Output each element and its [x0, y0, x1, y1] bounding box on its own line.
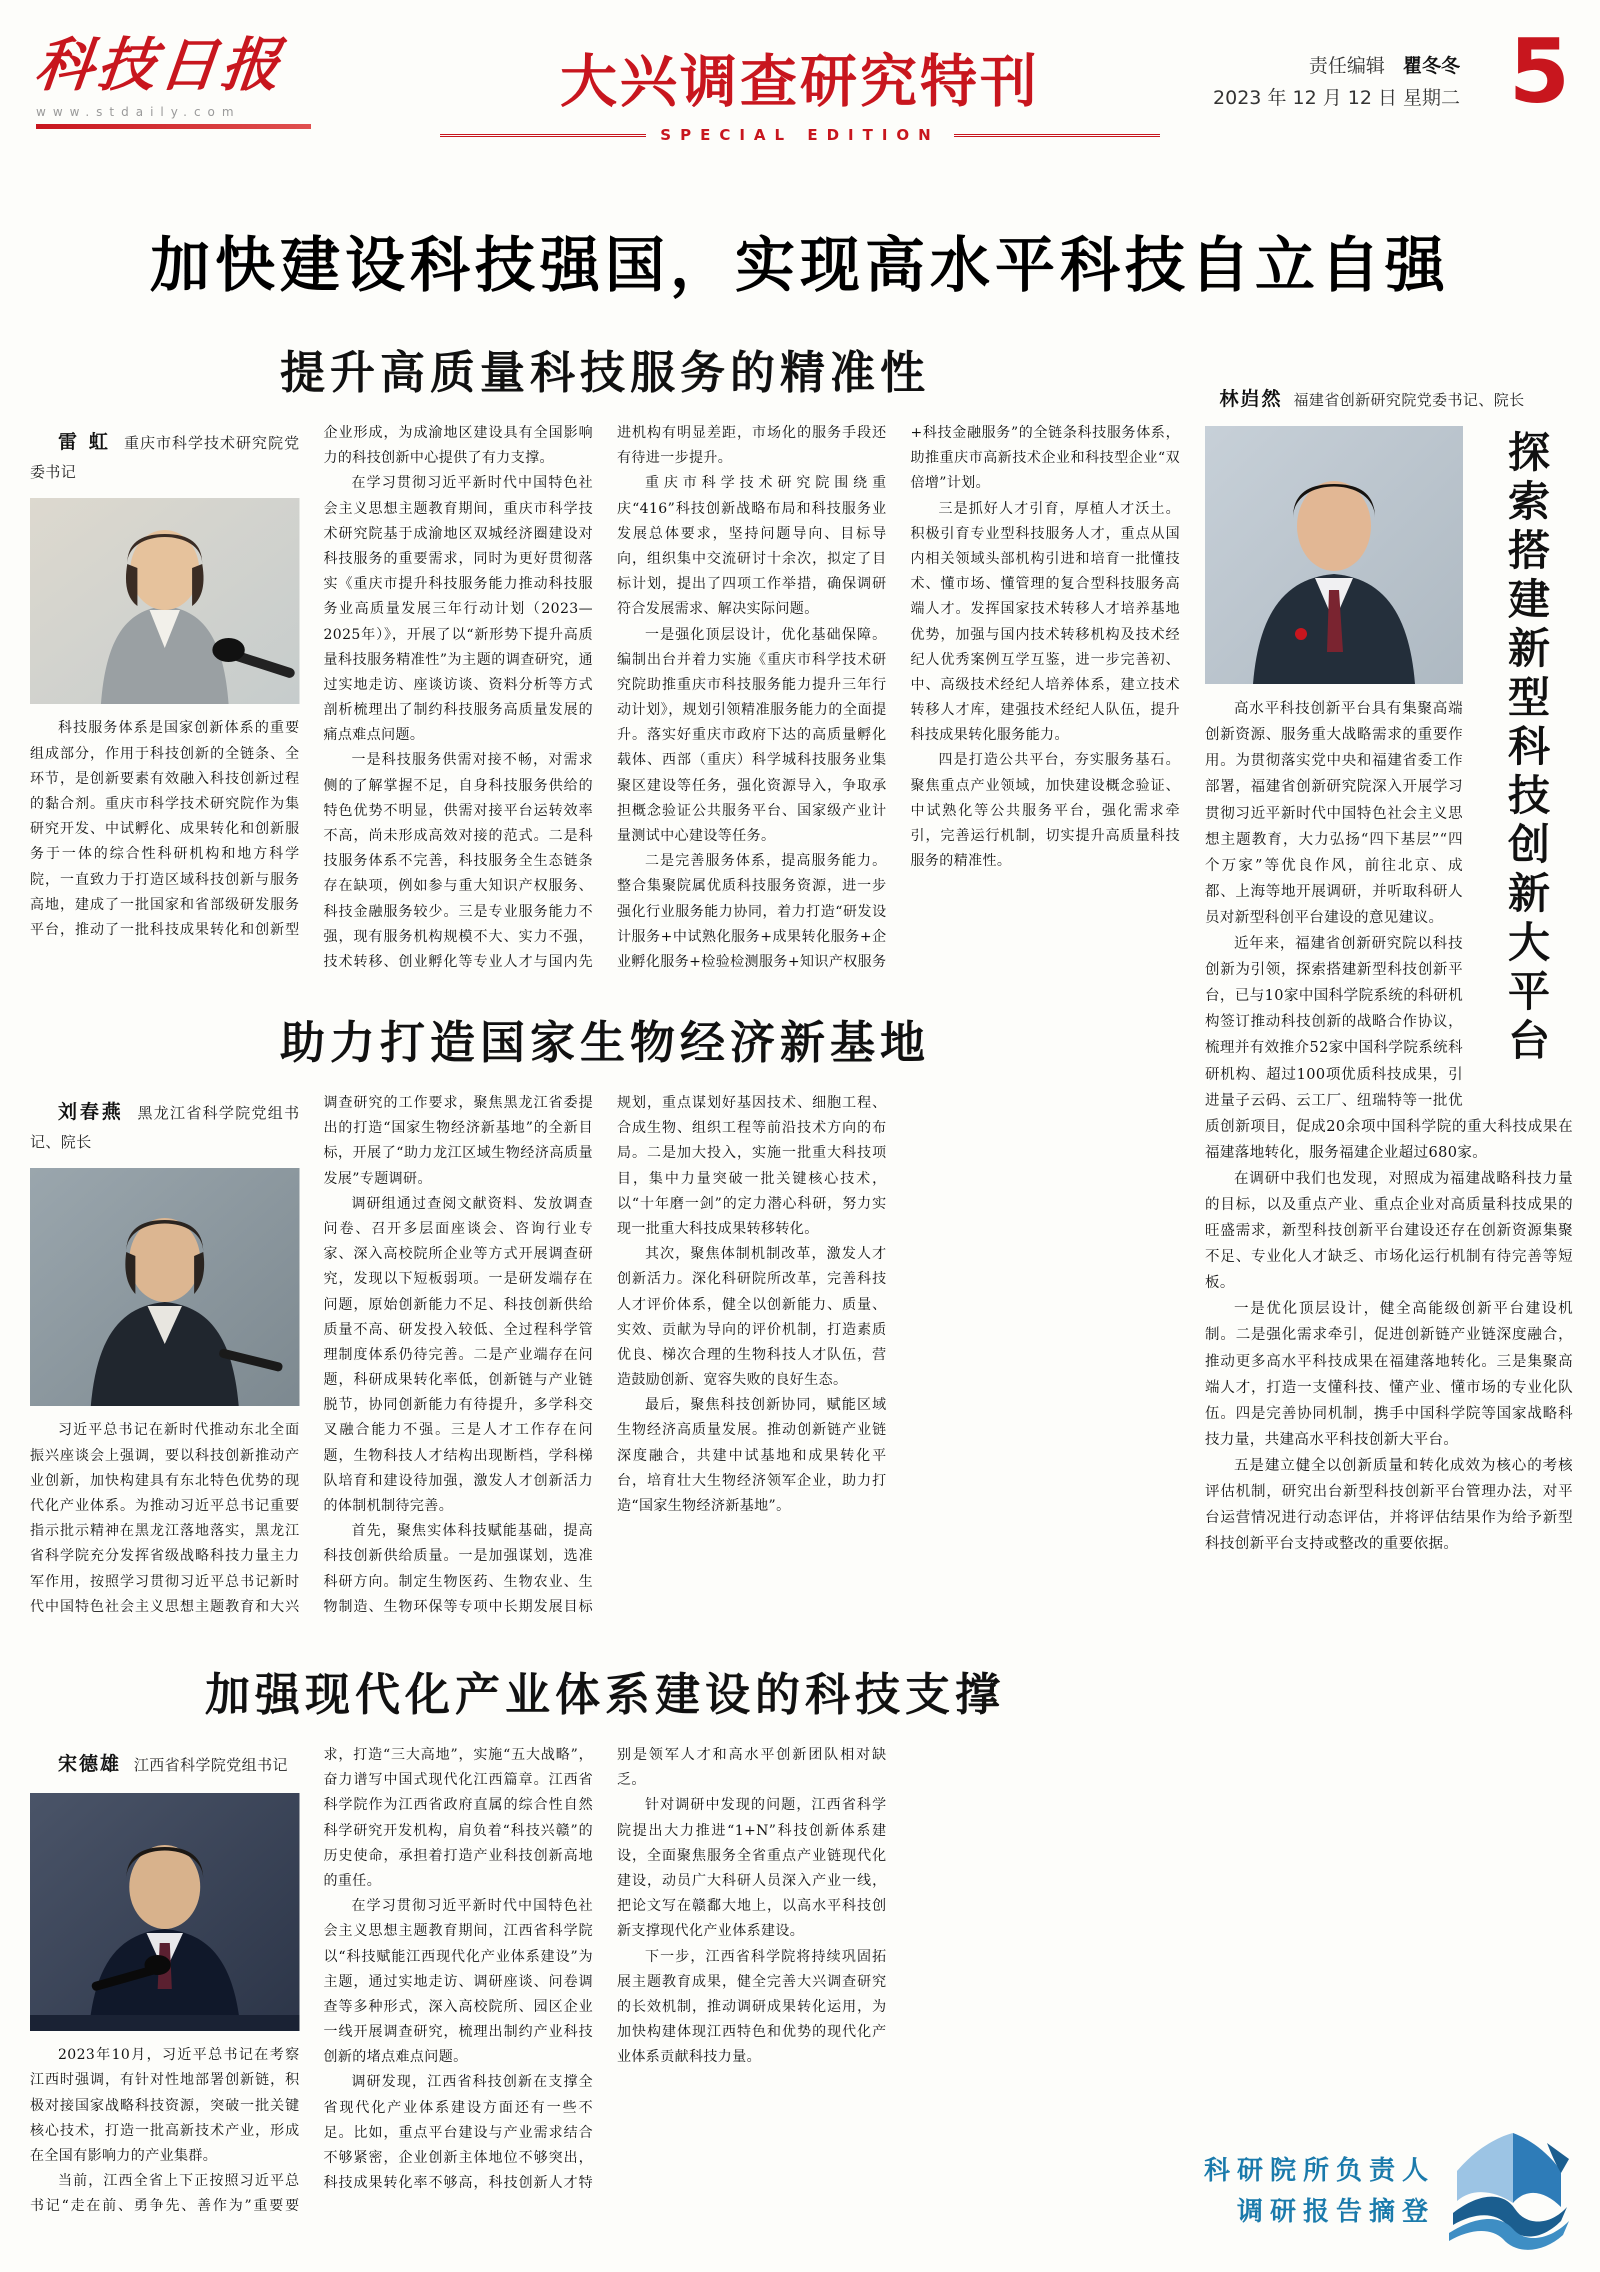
paragraph: 2023年10月，习近平总书记在考察江西时强调，有针对性地部署创新链，积极对接国家战略科技资源，突破一批关键核心技术，打造一批高新技术产业，形成在全国有影响力的产业集群。 [30, 2047, 300, 2164]
logo-red-bar [36, 124, 311, 129]
edition-banner [440, 36, 1160, 144]
article-platform-byline [1205, 382, 1573, 416]
subtitle-rule-left [440, 134, 646, 137]
footer-badge-line1: 科研院所负责人 [1203, 2156, 1435, 2187]
photo-liu-chunyan-image [30, 1168, 300, 1406]
editor-label: 责任编辑 [1308, 55, 1385, 77]
paragraph: 在调研中我们也发现，对照成为福建战略科技力量的目标，以及重点产业、重点企业对高质量科技成果的旺盛需求，新型科技创新平台建设还存在创新资源集聚不足、专业化人才缺乏、市场化运行机制有待完善等短板。 [1205, 1170, 1573, 1292]
paragraph: 下一步，江西省科学院将持续巩固拓展主题教育成果，健全完善大兴调查研究的长效机制，推动调研成果转化运用，为加快构建体现江西特色和优势的现代化产业体系贡献科技力量。 [617, 1948, 887, 2066]
paragraph: 二是完善服务体系，提高服务能力。整合集聚院属优质科技服务资源，进一步强化行业服务能力协同，着力打造“研发设计服务+中试熟化服务+成果转化服务+企业孵化服务+检验检测服务+知识产权服务+科技金融服务”的全链条科技服务体系，助推重庆市高新技术企业和科技型企业“双倍增”计划。 [617, 425, 1180, 970]
article-service [30, 336, 1180, 983]
issue-info [1213, 50, 1460, 115]
author-title: 黑龙江省科学院党组书记、院长 [30, 1104, 300, 1152]
article-platform [1205, 382, 1573, 2260]
paragraph: 习近平总书记在新时代推动东北全面振兴座谈会上强调，要以科技创新推动产业创新，加快构建具有东北特色优势的现代化产业体系。为推动习近平总书记重要指示批示精神在黑龙江落地落实，黑龙江省科学院充分发挥省级战略科技力量主力军作用，按照学习贯彻习近平总书记新时代中国特色社会主义思想主题教育和大兴调查研究的工作要求，聚焦黑龙江省委提出的打造“国家生物经济新基地”的全新目标，开展了“助力龙江区域生物经济高质量发展”专题调研。 [30, 1095, 593, 1615]
paragraph: 其次，聚焦体制机制改革，激发人才创新活力。深化科研院所改革，完善科技人才评价体系，健全以创新能力、质量、实效、贡献为导向的评价机制，打造素质优良、梯次合理的生物科技人才队伍，营造鼓励创新、宽容失败的良好生态。 [617, 1246, 887, 1389]
article-industry [30, 1658, 1180, 2243]
editor-line [1213, 50, 1460, 82]
newspaper-logo [31, 18, 346, 129]
photo-liu-chunyan [30, 1168, 300, 1406]
author-name: 刘春燕 [58, 1101, 124, 1123]
author-title: 福建省创新研究院党委书记、院长 [1293, 391, 1525, 409]
article-platform-title-vertical: 探索搭建新型科技创新大平台 [1502, 430, 1551, 1068]
masthead [30, 14, 1570, 144]
paragraph: 五是建立健全以创新质量和转化成效为核心的考核评估机制，研究出台新型科技创新平台管理办法，对平台运营情况进行动态评估，并将评估结果作为给予新型科技创新平台支持或整改的重要依据。 [1205, 1457, 1573, 1553]
author-name: 宋德雄 [58, 1753, 122, 1775]
logo-calligraphy: 科技日报 [31, 31, 288, 99]
article-service-title: 提升高质量科技服务的精准性 [279, 346, 930, 399]
paragraph: 针对调研中发现的问题，江西省科学院提出大力推进“1+N”科技创新体系建设，全面聚焦服务全省重点产业链现代化建设，动员广大科研人员深入产业一线，把论文写在赣鄱大地上，以高水平科技创新支撑现代化产业体系建设。 [617, 1797, 887, 1940]
footer-badge [1204, 2129, 1573, 2254]
article-industry-byline [30, 1747, 300, 1781]
paragraph: 当前，江西全省上下正按照习近平总书记“走在前、勇争先、善作为”重要要求，打造“三大高地”，实施“五大战略”，奋力谱写中国式现代化江西篇章。江西省科学院作为江西省政府直属的综合性自然科学研究开发机构，肩负着“科技兴赣”的历史使命，承担着打造产业科技创新高地的重任。 [30, 1747, 593, 2215]
author-title: 重庆市科学技术研究院党委书记 [30, 434, 300, 482]
paragraph: 一是强化顶层设计，优化基础保障。编制出台并着力实施《重庆市科学技术研究院助推重庆市科技服务能力提升三年行动计划》，规划引领精准服务能力的全面提升。落实好重庆市政府下达的高质量孵化载体、西部（重庆）科学城科技服务业集聚区建设等任务，强化资源导入，争取承担概念验证公共服务平台、国家级产业计量测试中心建设等任务。 [617, 626, 887, 844]
paragraph: 重庆市科学技术研究院围绕重庆“416”科技创新战略布局和科技服务业发展总体要求，坚持问题导向、目标导向，组织集中交流研讨十余次，拟定了目标计划，提出了四项工作举措，确保调研符合发展需求、解决实际问题。 [617, 475, 887, 618]
paragraph: 在学习贯彻习近平新时代中国特色社会主义思想主题教育期间，江西省科学院以“科技赋能江西现代化产业体系建设”为主题，通过实地走访、调研座谈、问卷调查等多种形式，深入高校院所、园区企业一线开展调查研究，梳理出制约产业科技创新的堵点难点问题。 [323, 1898, 593, 2066]
article-bio-byline [30, 1095, 300, 1156]
subtitle-rule-right [954, 134, 1160, 137]
edition-subtitle: SPECIAL EDITION [660, 126, 940, 144]
paragraph: 四是打造公共平台，夯实服务基石。聚焦重点产业领域，加快建设概念验证、中试熟化等公共服务平台，强化需求牵引，完善运行机制，切实提升高质量科技服务的精准性。 [910, 752, 1180, 870]
author-title: 江西省科学院党组书记 [133, 1756, 288, 1774]
date-line: 2023 年 12 月 12 日 星期二 [1213, 87, 1460, 110]
footer-badge-line2: 调研报告摘登 [1236, 2196, 1435, 2227]
editor-name: 瞿冬冬 [1402, 55, 1460, 77]
photo-lin-kuiran-image [1205, 426, 1463, 684]
paragraph: 首先，聚焦实体科技赋能基础，提高科技创新供给质量。一是加强谋划，选准科研方向。制定生物医药、生物农业、生物制造、生物环保等专项中长期发展目标规划，重点谋划好基因技术、细胞工程、合成生物、组织工程等前沿技术方向的布局。二是加大投入，实施一批重大科技项目，集中力量突破一批关键核心技术，以“十年磨一剑”的定力潜心科研，努力实现一批重大科技成果转移转化。 [323, 1095, 887, 1615]
article-service-byline [30, 425, 300, 486]
footer-badge-text [1204, 2151, 1435, 2232]
photo-lin-kuiran [1205, 426, 1463, 684]
article-platform-paragraphs-lower [1205, 1166, 1573, 1557]
author-name: 林岿然 [1219, 388, 1283, 410]
logo-url: www.stdaily.com [36, 105, 241, 119]
open-book-icon [1443, 2129, 1573, 2254]
paragraph: 三是抓好人才引育，厚植人才沃土。积极引育专业型科技服务人才，重点从国内相关领域头部机构引进和培育一批懂技术、懂市场、懂管理的复合型科技服务高端人才。发挥国家技术转移人才培养基地优势，加强与国内技术转移机构及技术经纪人优秀案例互学互鉴，进一步完善初、中、高级技术经纪人培养体系，建立技术转移人才库，建强技术经纪人队伍，提升科技成果转化服务能力。 [910, 500, 1180, 744]
page-number: 5 [1508, 20, 1570, 123]
photo-lei-hong [30, 498, 300, 704]
paragraph: 一是科技服务供需对接不畅，对需求侧的了解掌握不足，自身科技服务供给的特色优势不明显，供需对接平台运转效率不高，尚未形成高效对接的范式。二是科技服务体系不完善，科技服务全生态链条存在缺项，例如参与重大知识产权服务、科技金融服务较少。三是专业服务能力不强，现有服务机构规模不大、实力不强，技术转移、创业孵化等专业人才与国内先进机构有明显差距，市场化的服务手段还有待进一步提升。 [323, 425, 887, 970]
article-service-body [30, 421, 1180, 983]
paragraph: 科技服务体系是国家创新体系的重要组成部分，作用于科技创新的全链条、全环节，是创新要素有效融入科技创新过程的黏合剂。重庆市科学技术研究院作为集研究开发、中试孵化、成果转化和创新服务于一体的综合性科研机构和地方科学院，一直致力于打造区域科技创新与服务高地，建成了一批国家和省部级研发服务平台，推动了一批科技成果转化和创新型企业形成，为成渝地区建设具有全国影响力的科技创新中心提供了有力支撑。 [30, 425, 593, 938]
photo-song-dexiong [30, 1793, 300, 2031]
paragraph: 近年来，福建省创新研究院以科技创新为引领，探索搭建新型科技创新平台，已与10家中国科学院系统的科研机构签订推动科技创新的战略合作协议，梳理并有效推介52家中国科学院系统科研机构、超过100项优质科技成果，引进量子云码、云工厂、纽瑞特等一批优质创新项目，促成20余项中国科学院的重大科技成果在福建落地转化，服务福建企业超过680家。 [1205, 936, 1573, 1161]
paragraph: 最后，聚焦科技创新协同，赋能区域生物经济高质量发展。推动创新链产业链深度融合，共建中试基地和成果转化平台，培育壮大生物经济领军企业，助力打造“国家生物经济新基地”。 [617, 1397, 887, 1514]
author-name: 雷 虹 [58, 431, 111, 453]
paragraph: 调研组通过查阅文献资料、发放调查问卷、召开多层面座谈会、咨询行业专家、深入高校院所企业等方式开展调查研究，发现以下短板弱项。一是研发端存在问题，原始创新能力不足、科技创新供给质量不高、研发投入较低、全过程科学管理制度体系仍待完善。二是产业端存在问题，科研成果转化率低，创新链与产业链脱节，协同创新能力有待提升，多学科交叉融合能力不强。三是人才工作存在问题，生物科技人才结构出现断档，学科梯队培育和建设待加强，激发人才创新活力的体制机制待完善。 [323, 1195, 593, 1514]
article-industry-title: 加强现代化产业体系建设的科技支撑 [204, 1668, 1005, 1721]
article-bio-title: 助力打造国家生物经济新基地 [279, 1016, 930, 1069]
article-bio-body [30, 1091, 1180, 1639]
photo-lei-hong-image [30, 498, 300, 704]
edition-title: 大兴调查研究特刊 [560, 49, 1040, 115]
paragraph: 高水平科技创新平台具有集聚高端创新资源、服务重大战略需求的重要作用。为贯彻落实党中央和福建省委工作部署，福建省创新研究院深入开展学习贯彻习近平新时代中国特色社会主义思想主题教育，大力弘扬“四下基层”“四个万家”等优良作风，前往北京、成都、上海等地开展调研，并听取科研人员对新型科创平台建设的意见建议。 [1205, 701, 1463, 926]
paragraph: 一是优化顶层设计，健全高能级创新平台建设机制。二是强化需求牵引，促进创新链产业链深度融合，推动更多高水平科技成果在福建落地转化。三是集聚高端人才，打造一支懂科技、懂产业、懂市场的专业化队伍。四是完善协同机制，携手中国科学院等国家战略科技力量，共建高水平科技创新大平台。 [1205, 1301, 1573, 1448]
edition-subtitle-row [440, 126, 1160, 144]
photo-song-dexiong-image [30, 1793, 300, 2031]
paragraph: 调研发现，江西省科技创新在支撑全省现代化产业体系建设方面还有一些不足。比如，重点平台建设与产业需求结合不够紧密，企业创新主体地位不够突出，科技成果转化率不够高，科技创新人才特别是领军人才和高水平创新团队相对缺乏。 [323, 1747, 887, 2192]
article-bio [30, 1006, 1180, 1639]
article-industry-body [30, 1743, 1180, 2243]
main-headline: 加快建设科技强国，实现高水平科技自立自强 [150, 231, 1450, 301]
paragraph: 在学习贯彻习近平新时代中国特色社会主义思想主题教育期间，重庆市科学技术研究院基于成渝地区双城经济圈建设对科技服务的重要需求，同时为更好贯彻落实《重庆市提升科技服务能力推动科技服务业高质量发展三年行动计划（2023—2025年）》，开展了以“新形势下提升高质量科技服务精准性”为主题的调查研究，通过实地走访、座谈访谈、资料分析等方式剖析梳理出了制约科技服务高质量发展的痛点难点问题。 [323, 475, 593, 744]
